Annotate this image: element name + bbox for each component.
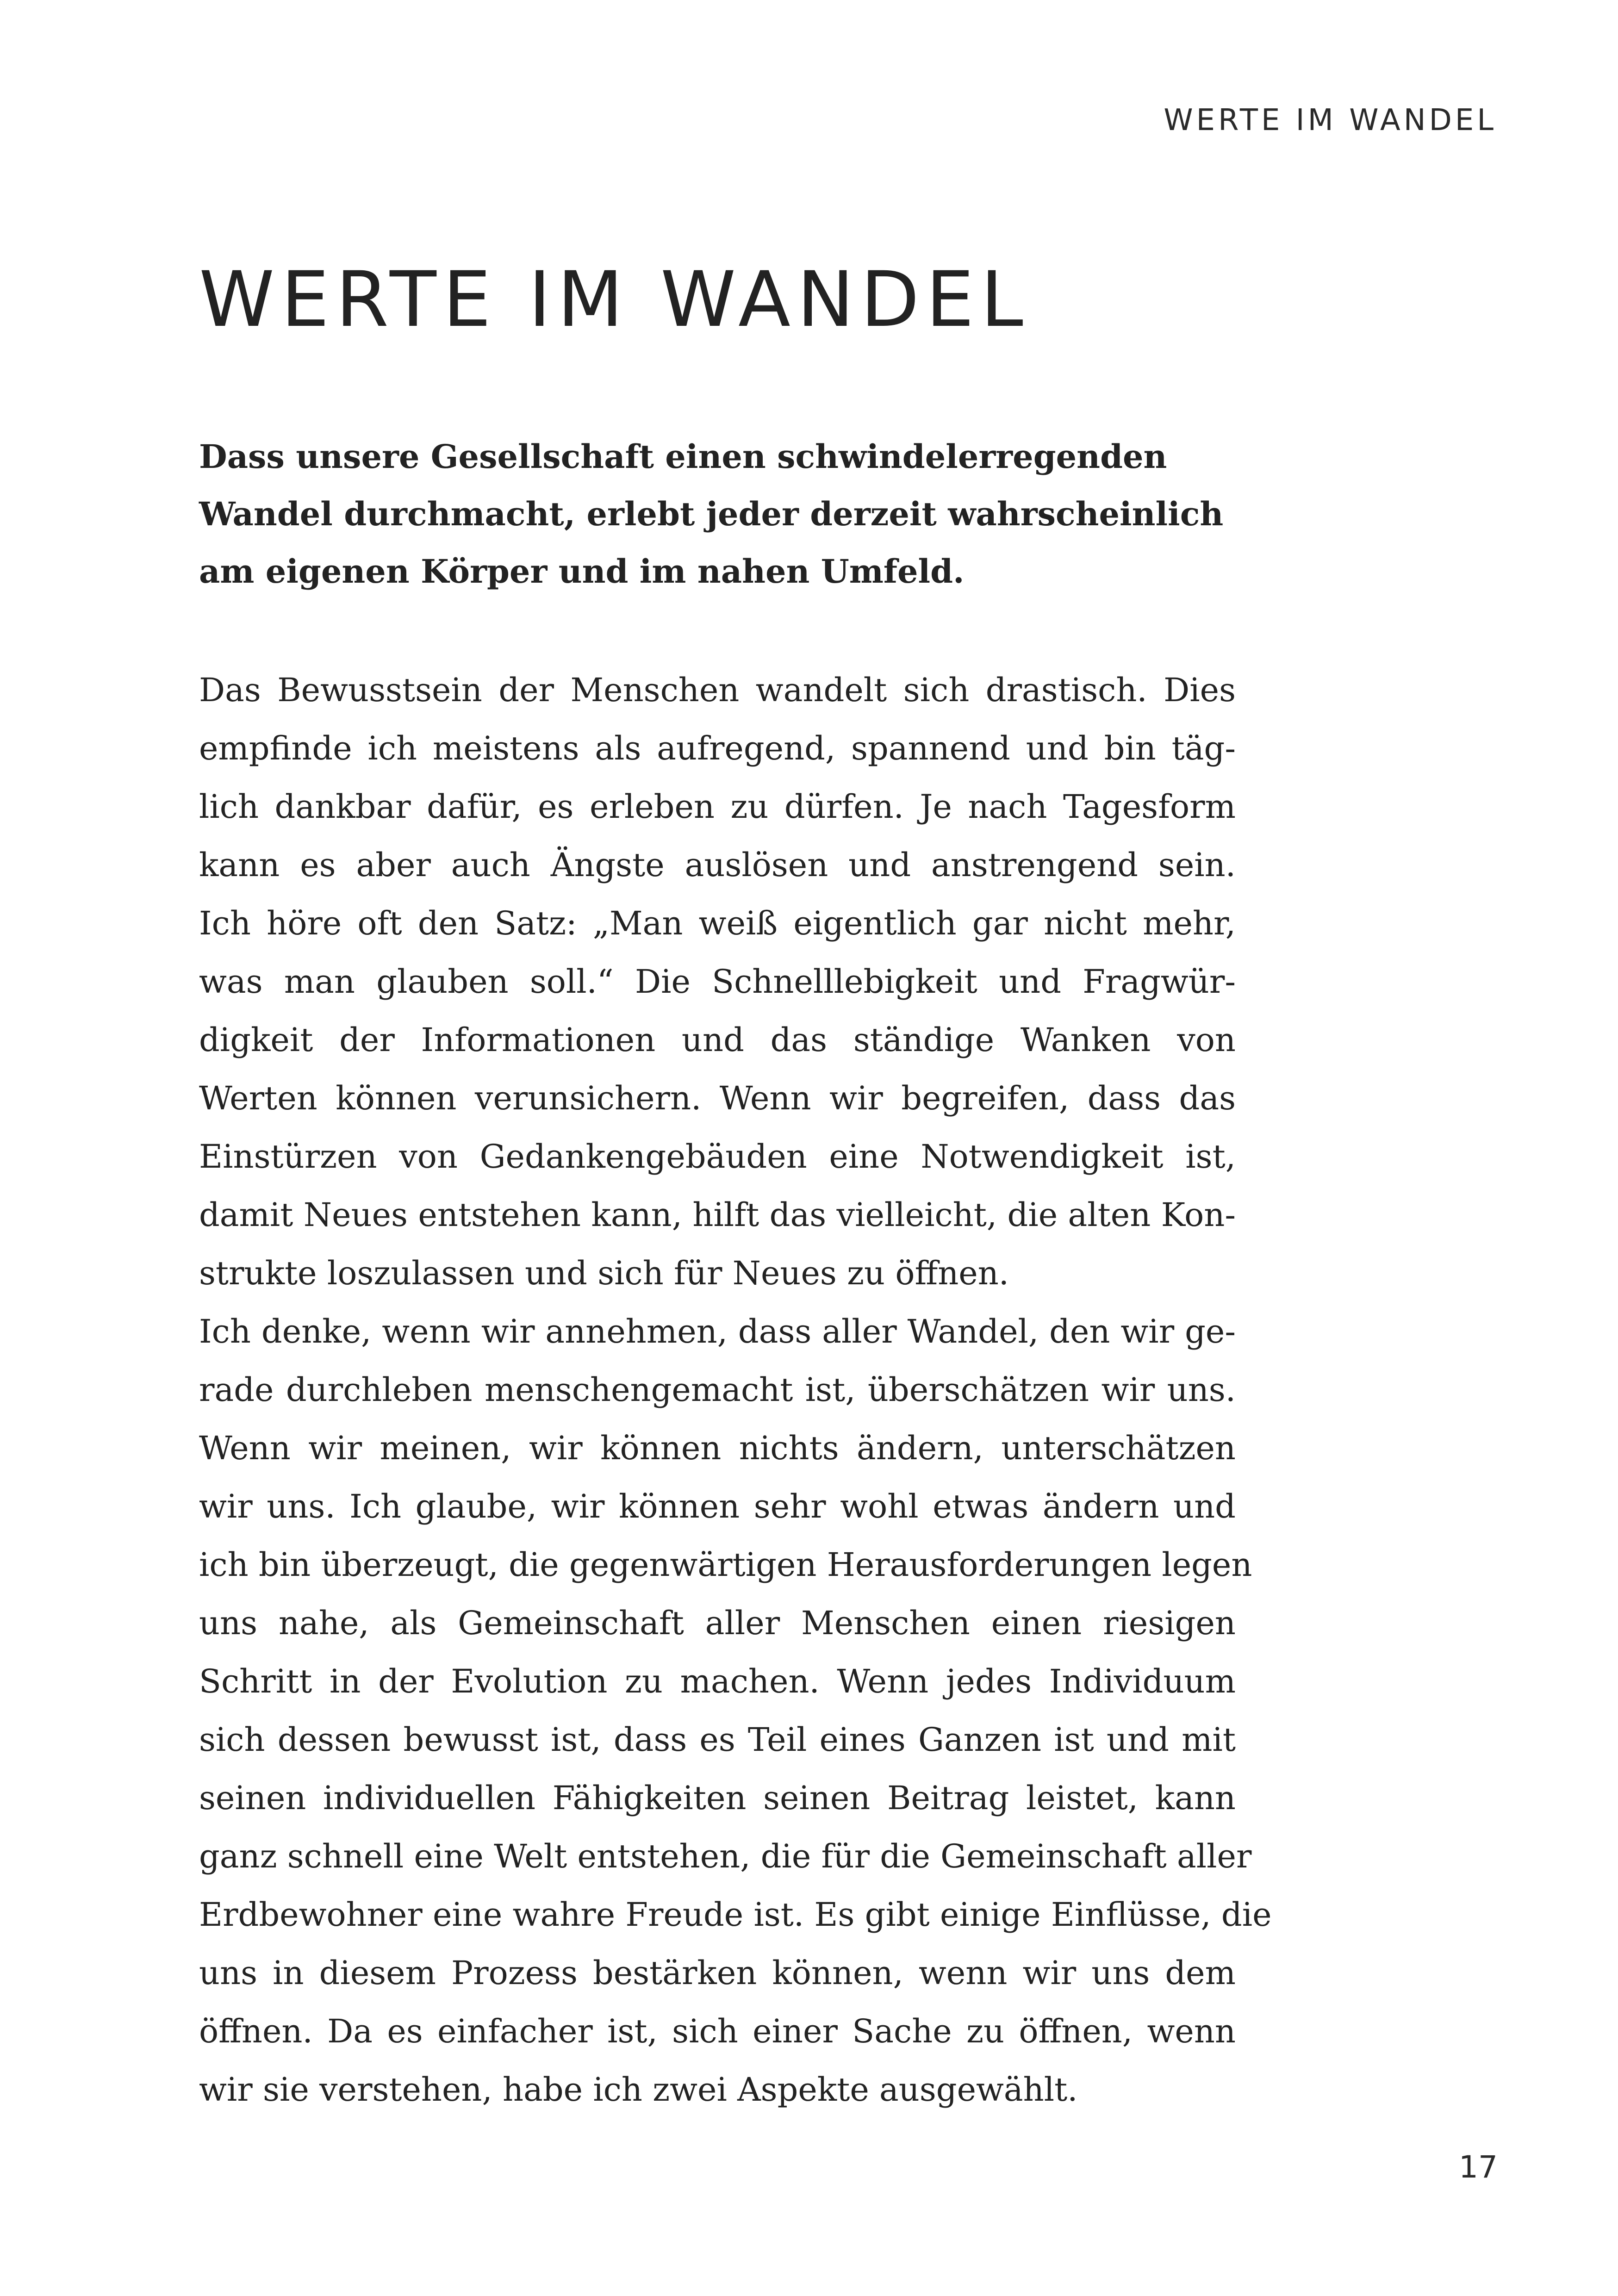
body-line: damit Neues entstehen kann, hilft das vielleicht, die alten Kon-: [199, 1196, 1236, 1234]
body-line: uns in diesem Prozess bestärken können, wenn wir uns dem: [199, 1954, 1236, 1992]
lead-line: Wandel durchmacht, erlebt jeder derzeit wahrscheinlich: [199, 495, 1224, 533]
body-line: Erdbewohner eine wahre Freude ist. Es gibt einige Einflüsse, die: [199, 1896, 1272, 1934]
body-line: Einstürzen von Gedankengebäuden eine Notwendigkeit ist,: [199, 1138, 1236, 1176]
lead-paragraph: [199, 428, 1254, 600]
body-line: ganz schnell eine Welt entstehen, die für die Gemeinschaft aller: [199, 1837, 1252, 1875]
body-line: wir sie verstehen, habe ich zwei Aspekte ausgewählt.: [199, 2071, 1078, 2109]
chapter-title: WERTE IM WANDEL: [199, 255, 1030, 344]
body-line: empfinde ich meistens als aufregend, spannend und bin täg-: [199, 729, 1236, 767]
body-line: strukte loszulassen und sich für Neues zu öffnen.: [199, 1254, 1009, 1292]
body-line: ich bin überzeugt, die gegenwärtigen Herausforderungen legen: [199, 1546, 1252, 1584]
body-line: Schritt in der Evolution zu machen. Wenn jedes Individuum: [199, 1662, 1236, 1700]
body-line: rade durchleben menschengemacht ist, überschätzen wir uns.: [199, 1371, 1236, 1409]
body-line: was man glauben soll.“ Die Schnelllebigkeit und Fragwür-: [199, 963, 1236, 1001]
body-line: seinen individuellen Fähigkeiten seinen Beitrag leistet, kann: [199, 1779, 1236, 1817]
page-number: 17: [1459, 2149, 1498, 2185]
body-line: Ich denke, wenn wir annehmen, dass aller Wandel, den wir ge-: [199, 1313, 1236, 1350]
body-line: öffnen. Da es einfacher ist, sich einer Sache zu öffnen, wenn: [199, 2012, 1236, 2050]
body-line: digkeit der Informationen und das ständige Wanken von: [199, 1021, 1236, 1059]
lead-line: Dass unsere Gesellschaft einen schwindelerregenden: [199, 437, 1167, 476]
body-line: uns nahe, als Gemeinschaft aller Menschen einen riesigen: [199, 1604, 1236, 1642]
body-text: [199, 661, 1272, 2119]
body-line: Wenn wir meinen, wir können nichts ändern, unterschätzen: [199, 1429, 1236, 1467]
body-line: kann es aber auch Ängste auslösen und anstrengend sein.: [199, 846, 1236, 884]
body-line: Werten können verunsichern. Wenn wir begreifen, dass das: [199, 1079, 1236, 1117]
lead-line: am eigenen Körper und im nahen Umfeld.: [199, 552, 965, 591]
body-line: sich dessen bewusst ist, dass es Teil eines Ganzen ist und mit: [199, 1721, 1236, 1759]
running-header: WERTE IM WANDEL: [1164, 103, 1497, 137]
body-line: wir uns. Ich glaube, wir können sehr wohl etwas ändern und: [199, 1487, 1236, 1525]
body-line: lich dankbar dafür, es erleben zu dürfen. Je nach Tagesform: [199, 788, 1236, 826]
body-line: Ich höre oft den Satz: „Man weiß eigentlich gar nicht mehr,: [199, 904, 1236, 942]
body-line: Das Bewusstsein der Menschen wandelt sich drastisch. Dies: [199, 671, 1236, 709]
